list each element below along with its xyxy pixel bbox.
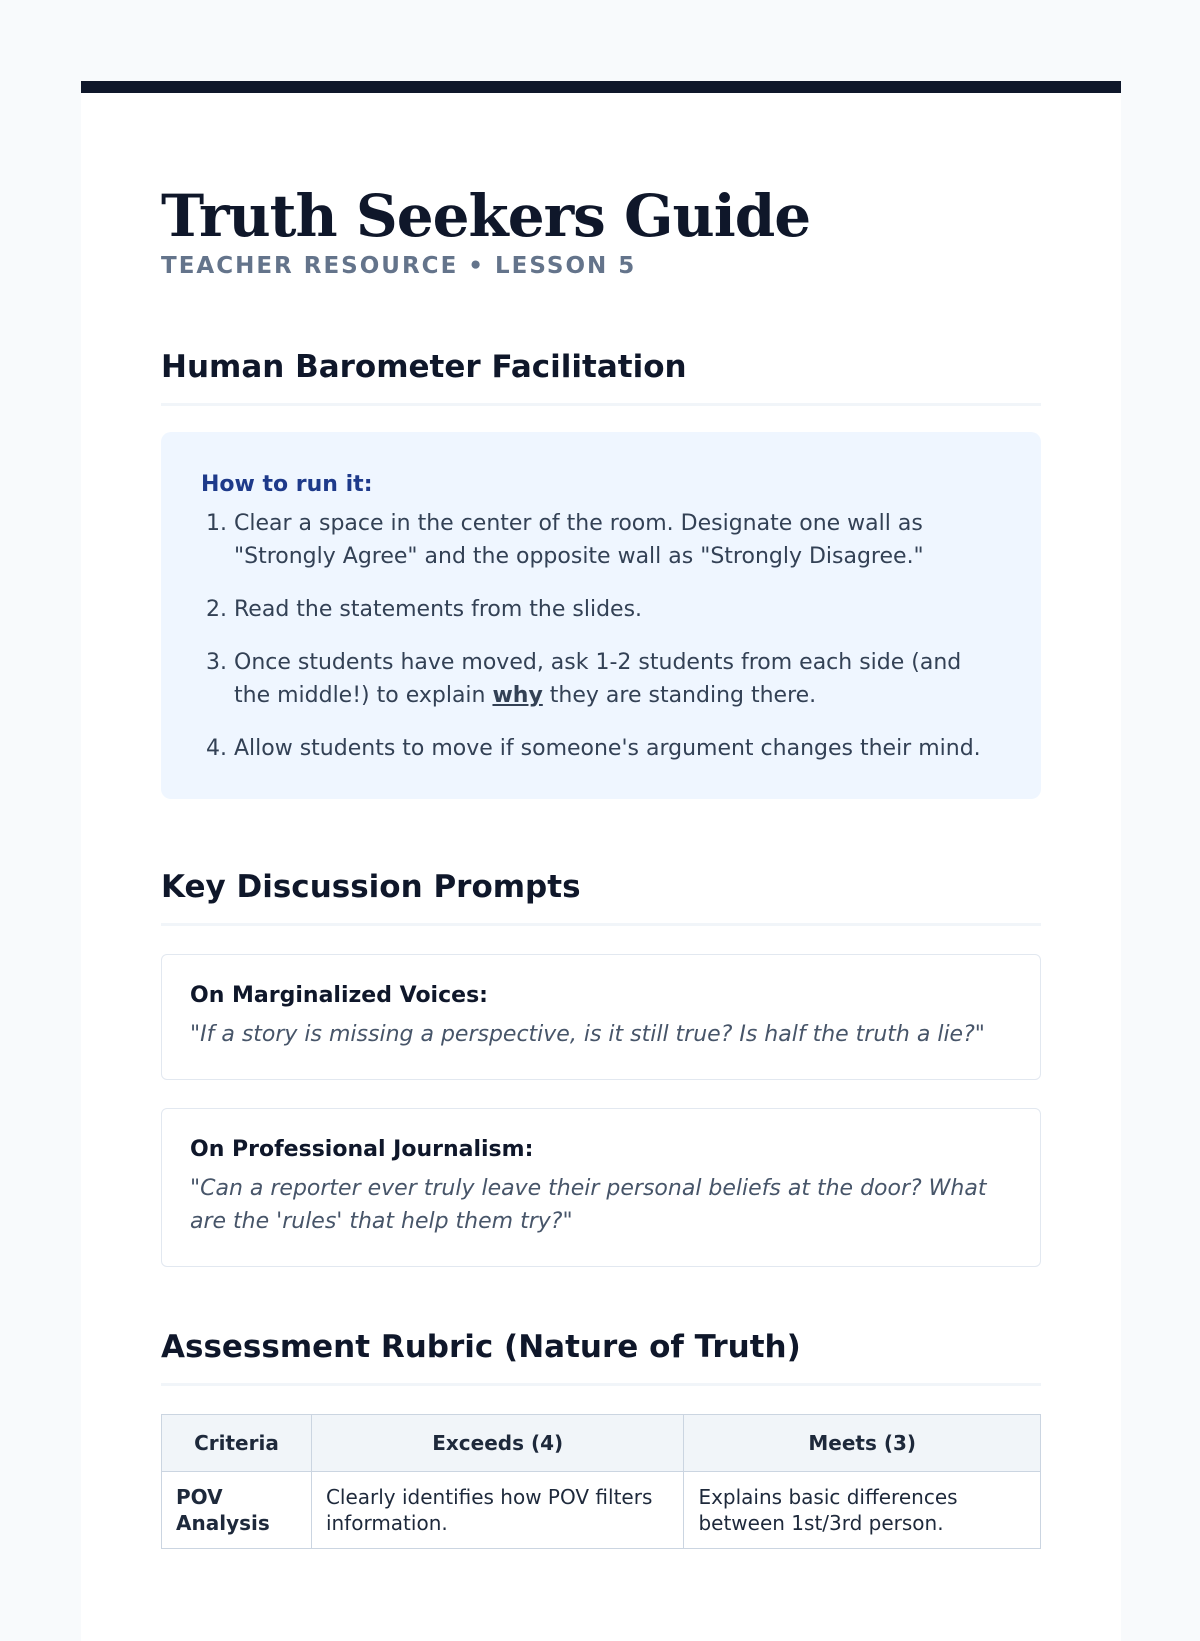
- column-header-exceeds: Exceeds (4): [311, 1415, 684, 1472]
- section-heading-rubric: Assessment Rubric (Nature of Truth): [161, 1329, 1041, 1386]
- prompt-card: [161, 1108, 1041, 1267]
- table-row: [162, 1472, 1041, 1549]
- column-header-meets: Meets (3): [684, 1415, 1041, 1472]
- step-text: Once students have moved, ask 1-2 students from each side (and the middle!) to explain: [234, 650, 962, 708]
- table-cell-criteria: POV Analysis: [162, 1472, 312, 1549]
- facilitation-steps: [201, 507, 1001, 765]
- document-content: [161, 181, 1041, 1549]
- section-heading-prompts: Key Discussion Prompts: [161, 869, 1041, 926]
- prompt-quote: "If a story is missing a perspective, is it still true? Is half the truth a lie?": [190, 1022, 985, 1047]
- step-item: 4. Allow students to move if someone's argument changes their mind.: [234, 732, 1001, 765]
- step-item: [234, 646, 1001, 712]
- step-item: 2. Read the statements from the slides.: [234, 593, 1001, 626]
- how-to-run-label: How to run it:: [201, 472, 373, 497]
- column-header-criteria: Criteria: [162, 1415, 312, 1472]
- prompt-label: On Professional Journalism:: [190, 1137, 534, 1162]
- page-subtitle: TEACHER RESOURCE • LESSON 5: [161, 253, 637, 279]
- section-heading-facilitation: Human Barometer Facilitation: [161, 349, 1041, 406]
- prompt-card: [161, 954, 1041, 1080]
- table-cell: Explains basic differences between 1st/3rd person.: [684, 1472, 1041, 1549]
- table-cell: Clearly identifies how POV filters information.: [311, 1472, 684, 1549]
- prompt-quote: "Can a reporter ever truly leave their personal beliefs at the door? What are the 'rules' that help them try?": [190, 1176, 987, 1234]
- how-to-run-box: [161, 432, 1041, 799]
- table-header-row: [162, 1415, 1041, 1472]
- step-text: they are standing there.: [542, 683, 817, 708]
- prompt-label: On Marginalized Voices:: [190, 983, 488, 1008]
- page-title: Truth Seekers Guide: [161, 182, 811, 250]
- step-emphasis: why: [492, 683, 543, 708]
- rubric-table: [161, 1414, 1041, 1549]
- document-page: [81, 81, 1121, 1641]
- step-item: 1. Clear a space in the center of the room. Designate one wall as "Strongly Agree" and the opposite wall as "Strongly Disagree.": [234, 507, 1001, 573]
